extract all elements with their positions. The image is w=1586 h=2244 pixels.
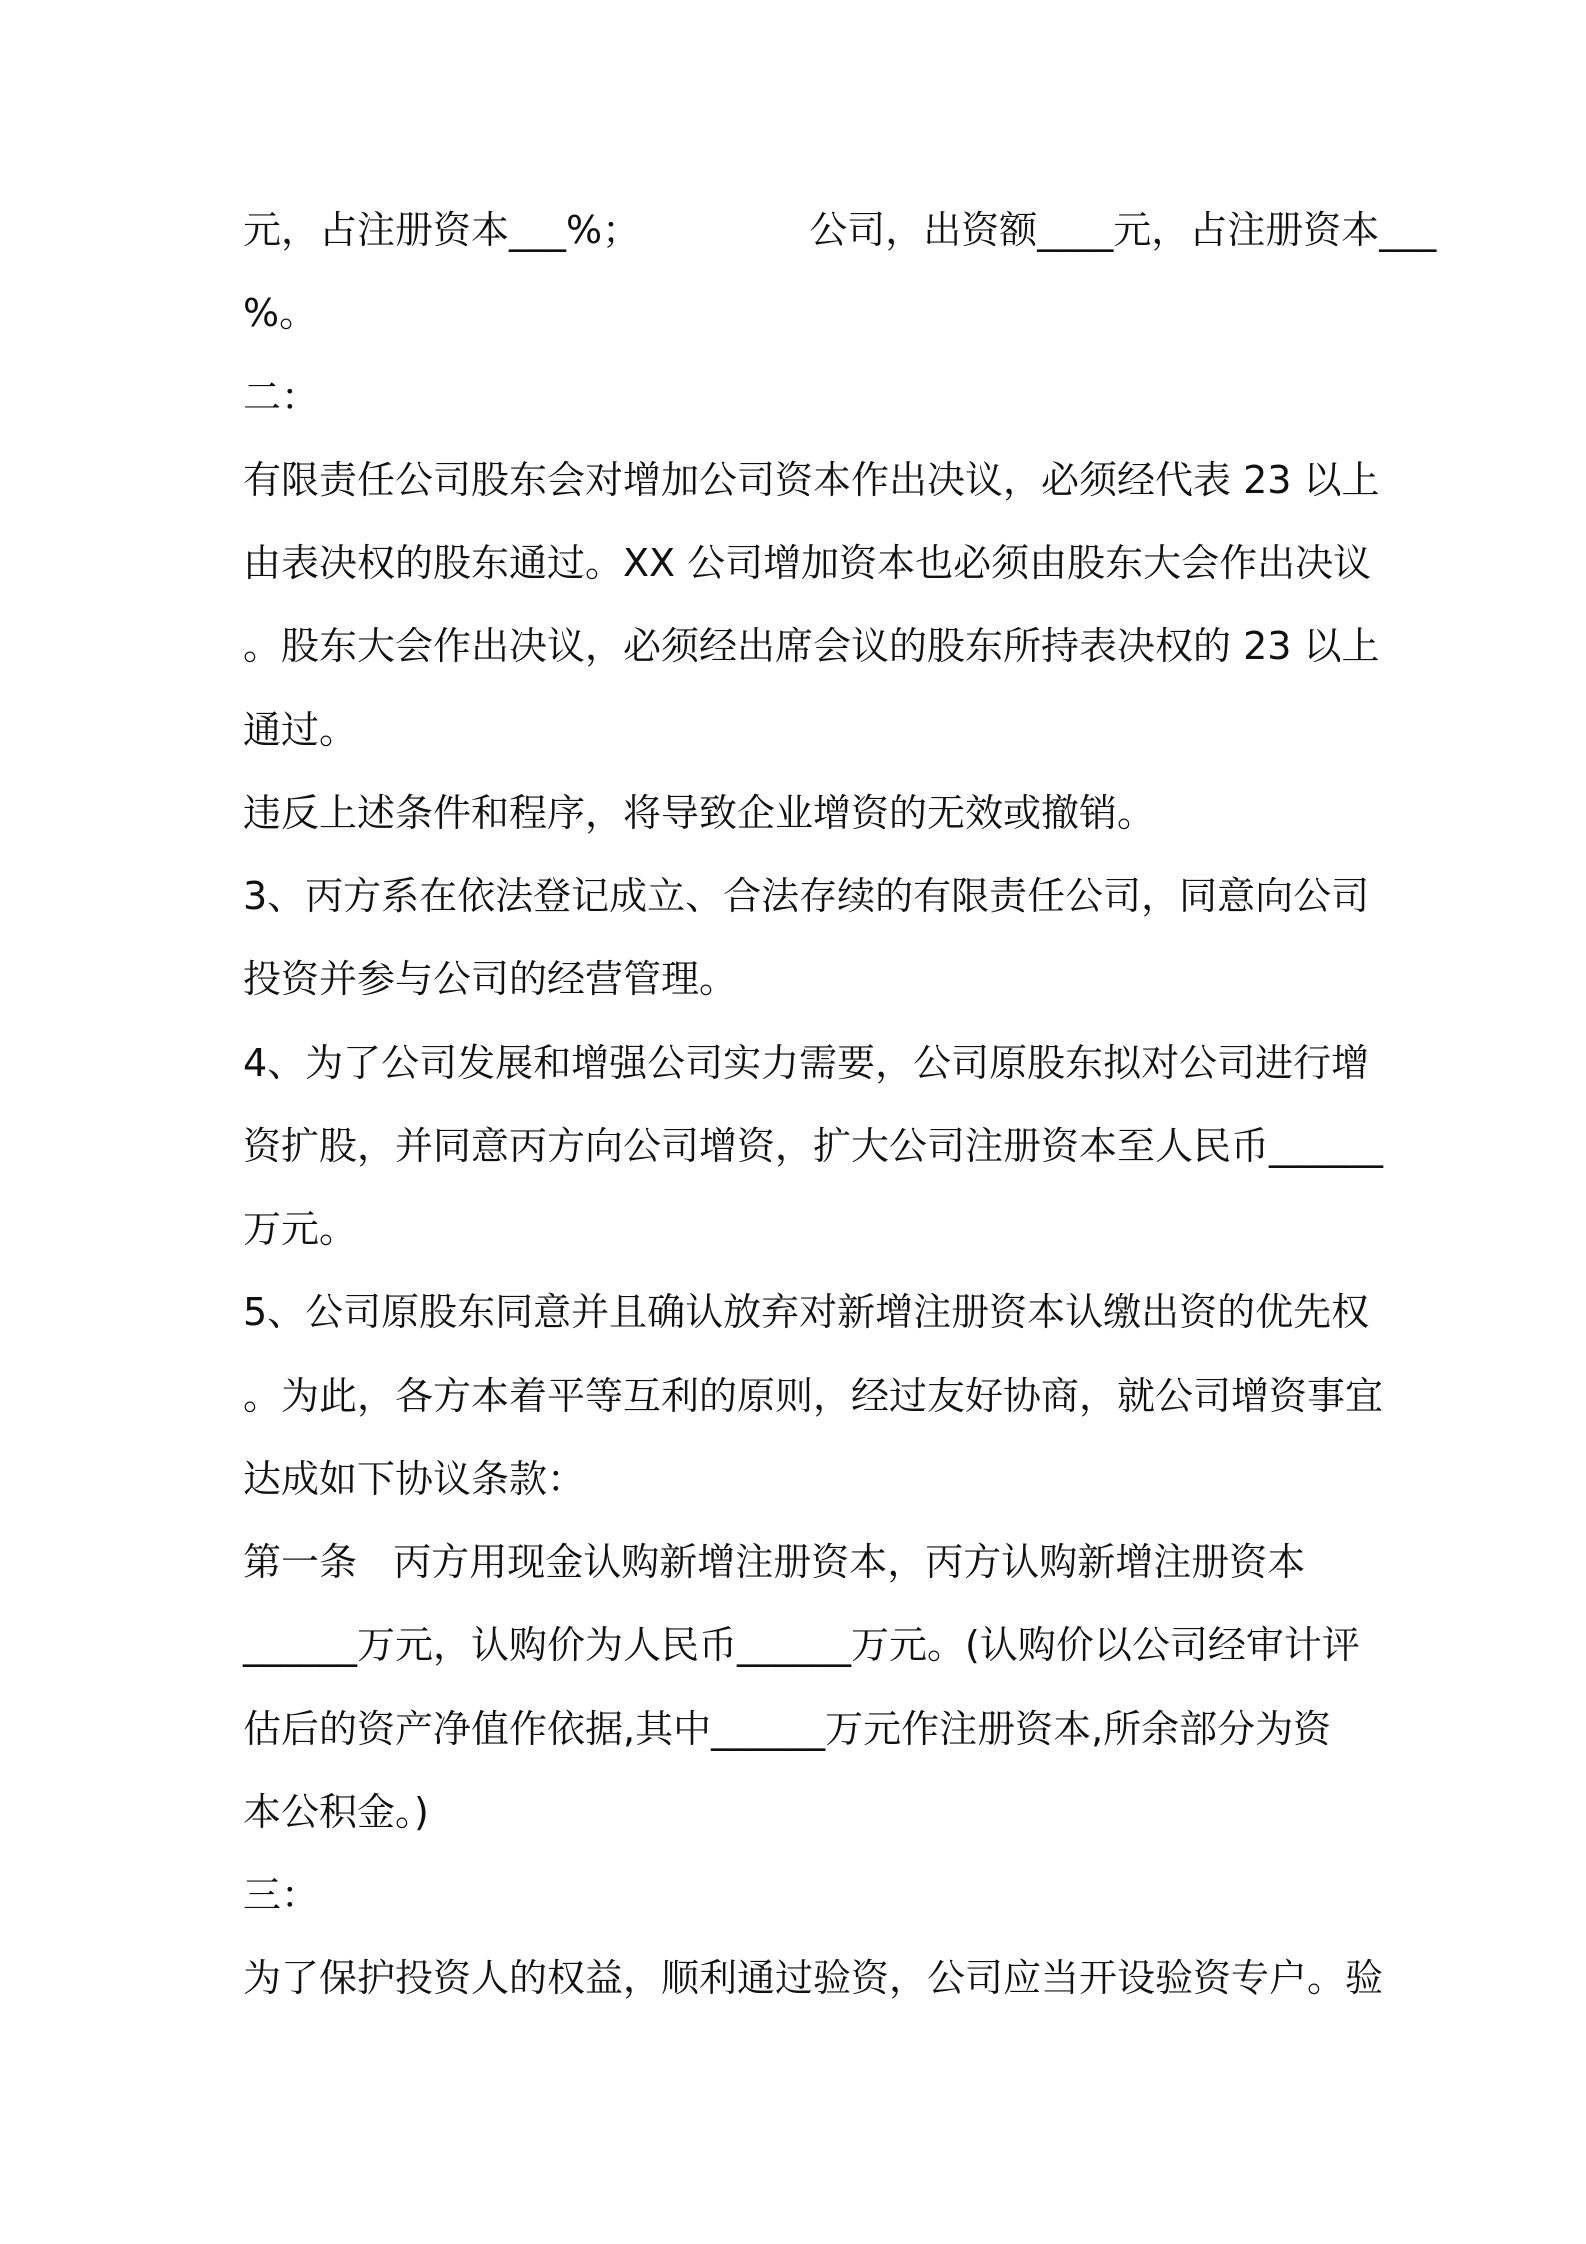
text-line: 本公积金。) — [243, 1790, 429, 1834]
text-line: 3、丙方系在依法登记成立、合法存续的有限责任公司，同意向公司 — [243, 874, 1370, 918]
text-line: 资扩股，并同意丙方向公司增资，扩大公司注册资本至人民币______ — [243, 1124, 1384, 1168]
article-heading: 第一条 丙方用现金认购新增注册资本，丙方认购新增注册资本 — [243, 1540, 1306, 1584]
text-line: 达成如下协议条款： — [243, 1457, 586, 1501]
text-line: 4、为了公司发展和增强公司实力需要，公司原股东拟对公司进行增 — [243, 1041, 1370, 1085]
text-line: 5、公司原股东同意并且确认放弃对新增注册资本认缴出资的优先权 — [243, 1290, 1370, 1334]
text-line: %。 — [243, 291, 318, 335]
text-line: 违反上述条件和程序，将导致企业增资的无效或撤销。 — [243, 791, 1156, 835]
text-line: 。为此，各方本着平等互利的原则，经过友好协商，就公司增资事宜 — [243, 1374, 1384, 1418]
section-heading: 三： — [243, 1873, 320, 1917]
text-line: 有限责任公司股东会对增加公司资本作出决议，必须经代表 23 以上 — [243, 458, 1380, 502]
text-line: 通过。 — [243, 708, 358, 752]
text-line: 万元。 — [243, 1207, 358, 1251]
text-line: 投资并参与公司的经营管理。 — [243, 957, 738, 1001]
section-heading: 二： — [243, 375, 320, 419]
text-line: 元，占注册资本___%； 公司，出资额____元，占注册资本___ — [243, 208, 1437, 252]
text-line: 为了保护投资人的权益，顺利通过验资，公司应当开设验资专户。验 — [243, 1956, 1384, 2000]
text-line: 。股东大会作出决议，必须经出席会议的股东所持表决权的 23 以上 — [243, 624, 1380, 668]
text-line: ______万元，认购价为人民币______万元。(认购价以公司经审计评 — [243, 1623, 1360, 1667]
text-line: 估后的资产净值作依据,其中______万元作注册资本,所余部分为资 — [243, 1707, 1332, 1751]
text-line: 由表决权的股东通过。XX 公司增加资本也必须由股东大会作出决议 — [243, 541, 1372, 585]
